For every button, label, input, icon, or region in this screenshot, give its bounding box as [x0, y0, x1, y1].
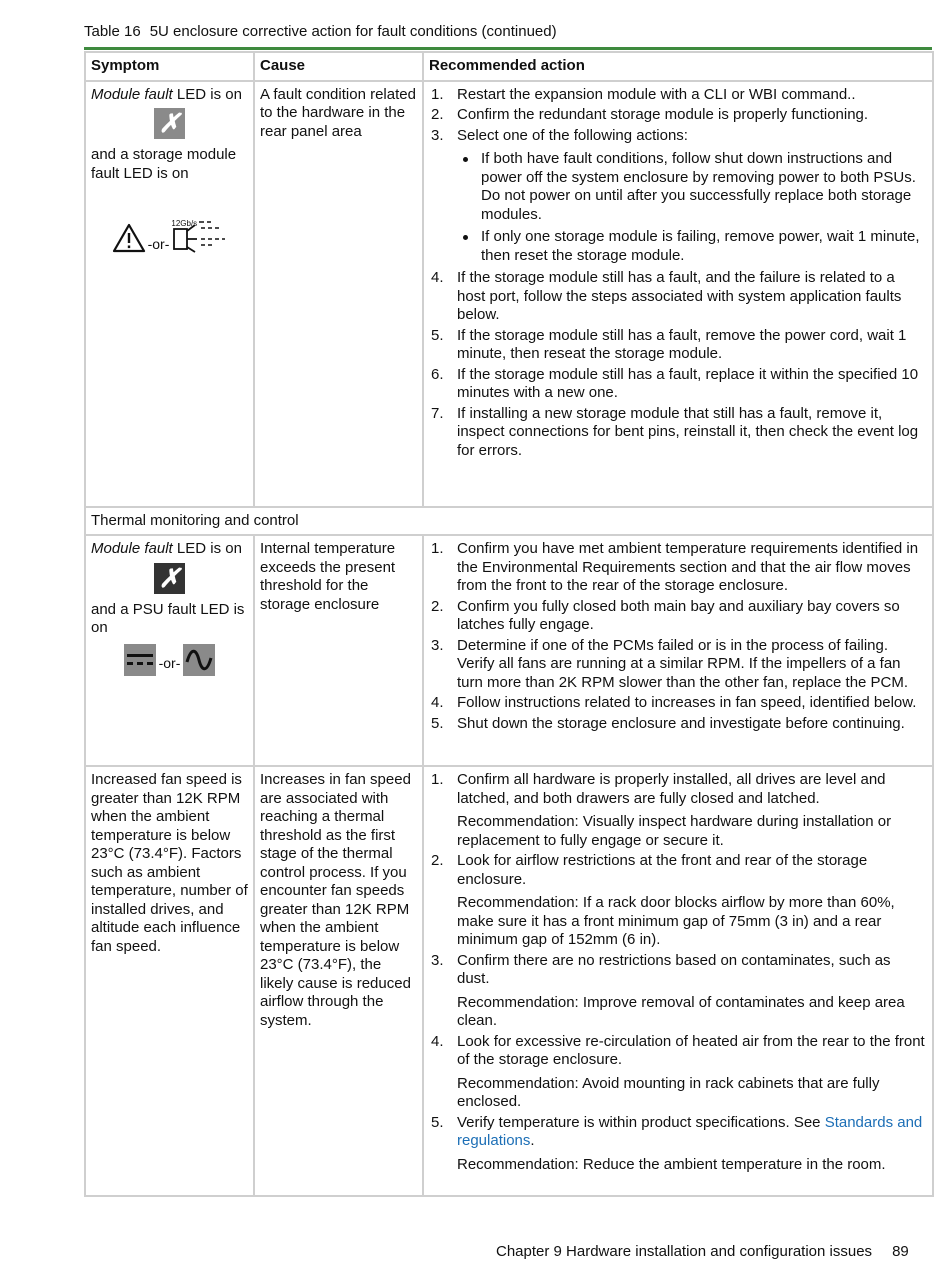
symptom-cell: Increased fan speed is greater than 12K RPM when the ambient temperature is below 23°C (73.4°F). Factors such as ambient temperature, number of installed drives, and altitude each influence fan speed.: [85, 766, 254, 1196]
list-item: 4. Follow instructions related to increases in fan speed, identified below.: [431, 694, 917, 711]
header-action: Recommended action: [423, 52, 933, 81]
recommendation-text: Recommendation: Avoid mounting in rack cabinets that are fully enclosed.: [457, 1074, 880, 1110]
or-label: -or-: [158, 655, 181, 672]
page-number: 89: [892, 1243, 909, 1260]
list-item: If only one storage module is failing, remove power, wait 1 minute, then reset the storage module.: [457, 228, 927, 265]
action-list: [429, 86, 927, 461]
dc-power-icon: [124, 644, 156, 676]
table-row: [85, 81, 933, 507]
fault-table: [84, 51, 934, 1197]
table-number: Table 16: [84, 23, 141, 40]
table-row: [85, 766, 933, 1196]
standards-link[interactable]: Standards and regulations: [457, 1113, 923, 1149]
list-item: 1. Confirm you have met ambient temperature requirements identified in the Environmental Requirements section and that the air flow moves from the front to the rear of the storage enclosure.: [431, 540, 919, 594]
list-item: 2. Confirm you fully closed both main bay and auxiliary bay covers so latches fully engage.: [431, 597, 900, 633]
recommendation-text: Recommendation: Visually inspect hardware during installation or replacement to fully engage or secure it.: [457, 813, 892, 849]
module-fault-led-icon: ✗: [154, 108, 185, 139]
symptom-cell: [85, 81, 254, 507]
recommendation-text: Recommendation: Improve removal of contaminates and keep area clean.: [457, 993, 905, 1029]
symptom-emphasis: Module fault: [91, 85, 173, 103]
symptom-text-2: and a storage module fault LED is on: [91, 146, 237, 182]
module-fault-led-icon: ✗: [154, 563, 185, 594]
table-row: [85, 535, 933, 766]
table-caption: [84, 23, 557, 40]
list-item: 2. Look for airflow restrictions at the front and rear of the storage enclosure. Recommendation: If a rack door blocks airflow by more than 60%, make sure it has a front minimum gap of 75mm (3 in) and a rear minimum gap of 152mm (6 in).: [429, 852, 927, 950]
cause-cell: Internal temperature exceeds the present threshold for the storage enclosure: [254, 535, 423, 766]
host-port-icon: [171, 217, 227, 253]
symptom-cell: [85, 535, 254, 766]
action-cell: [423, 81, 933, 507]
list-item: 7. If installing a new storage module that still has a fault, remove it, inspect connections for bent pins, reinstall it, then check the event log for errors.: [431, 404, 919, 459]
action-cell: [423, 766, 933, 1196]
list-item: If both have fault conditions, follow shut down instructions and power off the system enclosure by removing power to both PSUs. Do not power on until after you successfully replace both storage modules.: [457, 150, 927, 224]
list-item: 4. If the storage module still has a fault, and the failure is related to a host port, follow the steps associated with system application faults below.: [431, 269, 902, 323]
list-item: 6. If the storage module still has a fault, replace it within the specified 10 minutes with a new one.: [431, 365, 919, 401]
table-row: [85, 507, 933, 536]
cause-cell: A fault condition related to the hardware in the rear panel area: [254, 81, 423, 507]
list-item: 1. Confirm all hardware is properly installed, all drives are level and latched, and both drawers are fully closed and latched. Recommendation: Visually inspect hardware during installation or replacement to fully engage or secure it.: [429, 771, 927, 850]
list-item: 1. Restart the expansion module with a CLI or WBI command..: [431, 85, 856, 103]
ac-power-icon: [183, 644, 215, 676]
list-item: 2. Confirm the redundant storage module is properly functioning.: [431, 106, 869, 123]
header-cause: Cause: [254, 52, 423, 81]
sub-list: [457, 150, 927, 265]
action-list: [429, 540, 927, 733]
action-list: [429, 771, 927, 1174]
cause-cell: Increases in fan speed are associated with reaching a thermal threshold as the first stage of the thermal control process. If you encounter fan speeds greater than 12K RPM when the ambient temperature is below 23°C (73.4°F), the likely cause is reduced airflow through the system.: [254, 766, 423, 1196]
or-label: -or-: [147, 235, 170, 252]
list-item: 3. Confirm there are no restrictions based on contaminates, such as dust. Recommendation: Improve removal of contaminates and keep area clean.: [429, 952, 927, 1031]
header-row: [85, 52, 933, 81]
symptom-text: LED is on: [172, 85, 242, 103]
list-item: 5. If the storage module still has a fault, remove the power cord, wait 1 minute, then reseat the storage module.: [431, 326, 907, 362]
symptom-text: LED is on: [172, 540, 242, 557]
page-footer: [496, 1243, 909, 1260]
warning-icon: [112, 223, 146, 253]
port-speed-label: 12Gb/s: [171, 219, 198, 228]
list-item: 3. Determine if one of the PCMs failed or is in the process of failing. Verify all fans are running at a similar RPM. If the impellers of a fan turn more than 2K RPM slower than the other fan, replace the PCM.: [431, 636, 909, 691]
list-item: 5. Verify temperature is within product specifications. See Standards and regulations. Recommendation: Reduce the ambient temperature in the room.: [429, 1114, 927, 1175]
symptom-emphasis: Module fault: [91, 540, 173, 557]
chapter-title: Chapter 9 Hardware installation and configuration issues: [496, 1243, 873, 1260]
caption-rule: [84, 47, 932, 50]
recommendation-text: Recommendation: If a rack door blocks airflow by more than 60%, make sure it has a front minimum gap of 75mm (3 in) and a rear minimum gap of 152mm (6 in).: [457, 894, 895, 948]
table-title: 5U enclosure corrective action for fault conditions (continued): [149, 23, 557, 40]
section-heading: Thermal monitoring and control: [85, 507, 933, 536]
list-item: 3. Select one of the following actions: If both have fault conditions, follow shut down instructions and power off the system enclosure by removing power to both PSUs. Do not power on until after you successfully replace both storage modules. If only one storage module is failing, remove power, wait 1 minute, then reset the storage module.: [429, 127, 927, 266]
list-item: 4. Look for excessive re-circulation of heated air from the rear to the front of the storage enclosure. Recommendation: Avoid mounting in rack cabinets that are fully enclosed.: [429, 1033, 927, 1112]
action-cell: [423, 535, 933, 766]
recommendation-text: Recommendation: Reduce the ambient temperature in the room.: [457, 1155, 886, 1173]
symptom-text-2: and a PSU fault LED is on: [91, 600, 245, 636]
list-item: 5. Shut down the storage enclosure and investigate before continuing.: [431, 714, 905, 732]
header-symptom: Symptom: [85, 52, 254, 81]
